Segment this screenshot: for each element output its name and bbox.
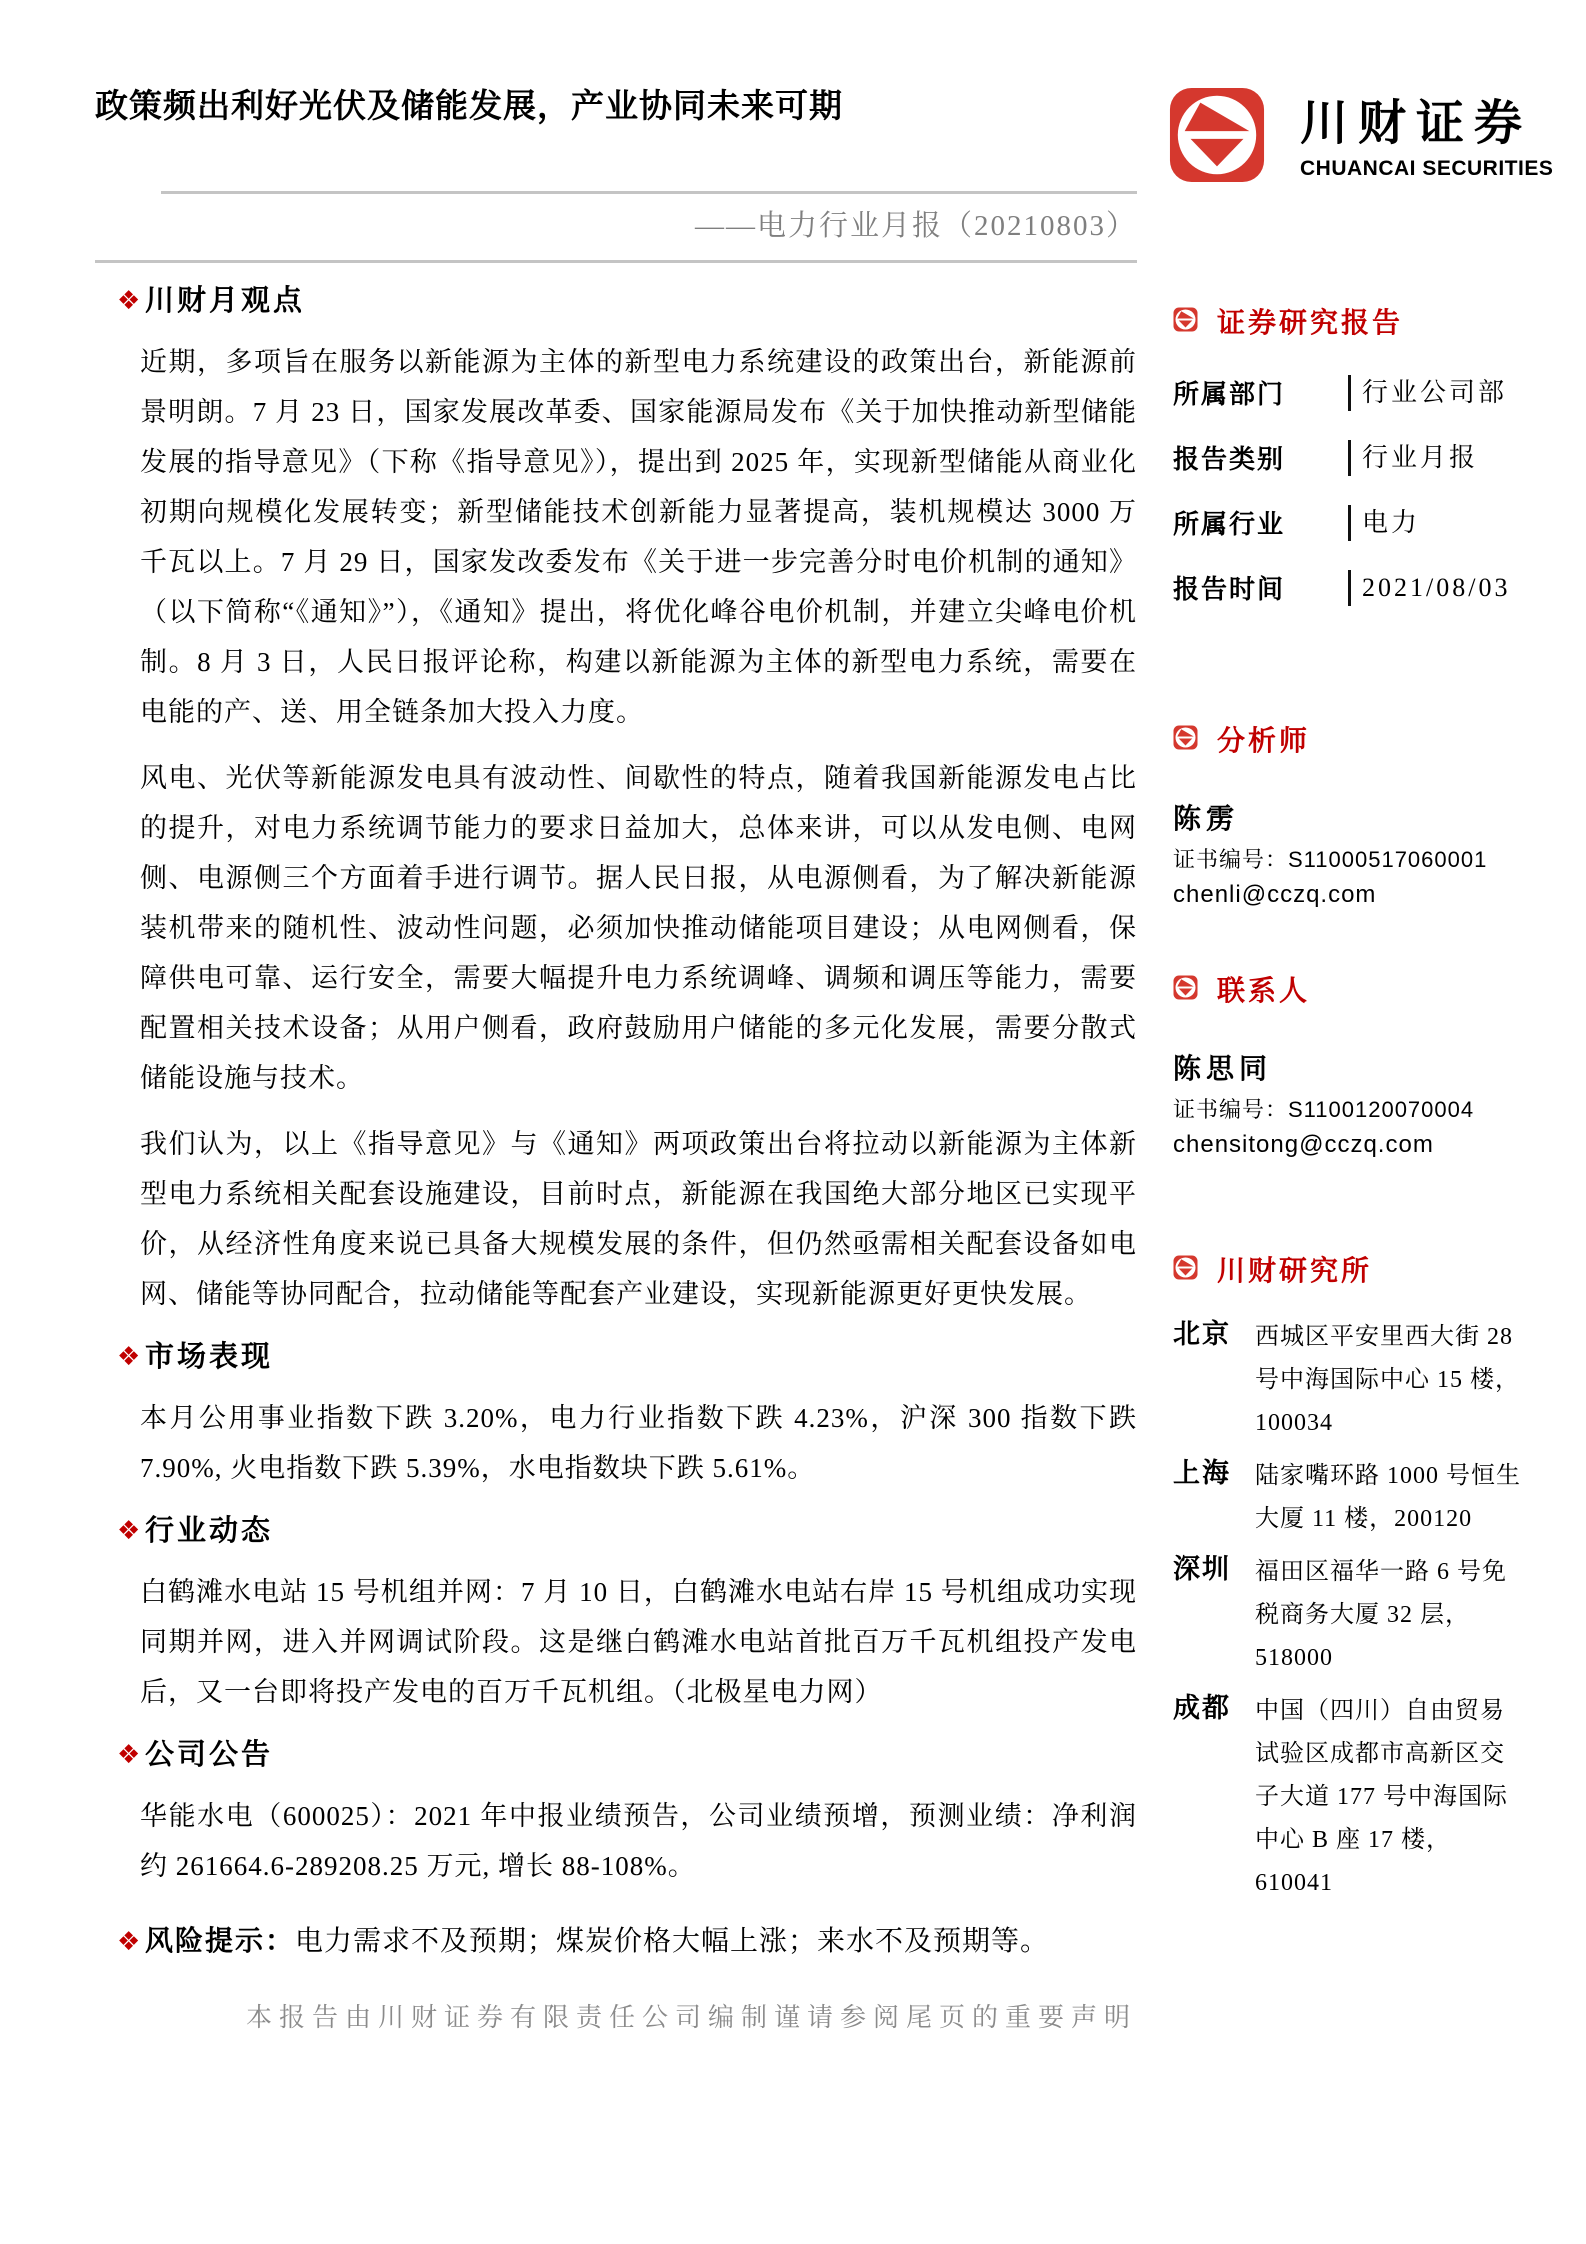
meta-label: 报告时间: [1173, 575, 1286, 604]
section-market-performance: [95, 1337, 1137, 1493]
chuancai-logo-icon: [1168, 86, 1266, 184]
section-body: [140, 1791, 1137, 1891]
office-list: [1173, 1316, 1523, 1905]
contact-name: 陈思同: [1173, 1054, 1273, 1085]
meta-label: 所属部门: [1173, 380, 1286, 409]
report-title: 政策频出利好光伏及储能发展，产业协同未来可期: [95, 89, 843, 125]
meta-row-report-type: [1173, 439, 1523, 476]
analyst-heading-label: 分析师: [1217, 726, 1311, 757]
analyst-block: [1173, 724, 1523, 912]
meta-value: 行业月报: [1348, 440, 1478, 476]
diamond-bullet-icon: ❖: [117, 1342, 144, 1372]
report-meta: [1173, 374, 1523, 606]
contact-cert-number: 证书编号：S1100120070004: [1173, 1097, 1475, 1122]
brand-text: [1300, 86, 1553, 181]
risk-warning-text: 电力需求不及预期；煤炭价格大幅上涨；来水不及预期等。: [295, 1926, 1050, 1957]
risk-warning: [95, 1921, 1137, 1963]
brand-name-en: CHUANCAI SECURITIES: [1300, 157, 1554, 180]
meta-row-industry: [1173, 504, 1523, 541]
office-row-chengdu: [1173, 1690, 1523, 1905]
meta-value: 行业公司部: [1348, 375, 1507, 411]
diamond-bullet-icon: ❖: [117, 286, 144, 316]
meta-value: 电力: [1348, 505, 1420, 541]
office-city: 成都: [1173, 1693, 1231, 1723]
mini-logo-icon: [1173, 306, 1217, 342]
sidebar: [1173, 306, 1523, 1915]
mini-logo-icon: [1173, 974, 1217, 1010]
office-city: 深圳: [1173, 1554, 1231, 1584]
analyst-cert-number: 证书编号：S11000517060001: [1173, 847, 1488, 872]
office-address: 陆家嘴环路 1000 号恒生大厦 11 楼，200120: [1255, 1463, 1521, 1532]
contact-heading: [1173, 974, 1523, 1010]
report-type-badge: [1173, 306, 1523, 342]
paragraph: 华能水电（600025）：2021 年中报业绩预告，公司业绩预增，预测业绩：净利润约 261664.6-289208.25 万元, 增长 88-108%。: [140, 1801, 1137, 1881]
report-type-label: 证券研究报告: [1217, 308, 1404, 339]
diamond-bullet-icon: ❖: [117, 1927, 141, 1957]
report-subtitle: ——电力行业月报（20210803）: [694, 210, 1137, 242]
brand-block: [1168, 86, 1553, 184]
diamond-bullet-icon: ❖: [117, 1516, 144, 1546]
section-heading: [95, 281, 1137, 321]
meta-label: 报告类别: [1173, 445, 1286, 474]
section-monthly-view: [95, 281, 1137, 1319]
contact-block: [1173, 974, 1523, 1162]
section-heading-label: 公司公告: [145, 1739, 274, 1771]
meta-label: 所属行业: [1173, 510, 1286, 539]
paragraph: 白鹤滩水电站 15 号机组并网：7 月 10 日，白鹤滩水电站右岸 15 号机组成功实现同期并网，进入并网调试阶段。这是继白鹤滩水电站首批百万千瓦机组投产发电后，又一台即将投产发电的百万千瓦机组。（北极星电力网）: [140, 1577, 1137, 1707]
institute-heading: [1173, 1254, 1523, 1290]
meta-value: 2021/08/03: [1348, 570, 1510, 606]
contact-email: chensitong@cczq.com: [1173, 1131, 1434, 1158]
paragraph: 我们认为，以上《指导意见》与《通知》两项政策出台将拉动以新能源为主体新型电力系统相关配套设施建设，目前时点，新能源在我国绝大部分地区已实现平价，从经济性角度来说已具备大规模发展的条件，但仍然亟需相关配套设备如电网、储能等协同配合，拉动储能等配套产业建设，实现新能源更好更快发展。: [140, 1129, 1137, 1309]
contact-heading-label: 联系人: [1217, 976, 1311, 1007]
institute-heading-label: 川财研究所: [1217, 1256, 1373, 1287]
mini-logo-icon: [1173, 724, 1217, 760]
section-heading: [95, 1735, 1137, 1775]
section-heading-label: 川财月观点: [145, 285, 306, 317]
section-heading: [95, 1337, 1137, 1377]
section-company-announcements: [95, 1735, 1137, 1891]
analyst-name: 陈雳: [1173, 804, 1240, 835]
page-footer-disclaimer: 本报告由川财证券有限责任公司编制谨请参阅尾页的重要声明: [245, 2003, 1137, 2032]
section-heading-label: 行业动态: [145, 1515, 274, 1547]
divider-under-subtitle: [95, 260, 1137, 263]
office-address: 福田区福华一路 6 号免税商务大厦 32 层，518000: [1255, 1559, 1507, 1671]
office-row-shanghai: [1173, 1455, 1523, 1541]
analyst-heading: [1173, 724, 1523, 760]
divider-top: [161, 191, 1137, 194]
section-heading-label: 市场表现: [145, 1341, 274, 1373]
main-column: [95, 85, 1137, 2034]
section-body: [140, 1567, 1137, 1717]
risk-warning-label: 风险提示：: [145, 1926, 296, 1957]
section-body: [140, 337, 1137, 1319]
office-row-beijing: [1173, 1316, 1523, 1445]
paragraph: 风电、光伏等新能源发电具有波动性、间歇性的特点，随着我国新能源发电占比的提升，对电力系统调节能力的要求日益加大，总体来讲，可以从发电侧、电网侧、电源侧三个方面着手进行调节。据人民日报，从电源侧看，为了解决新能源装机带来的随机性、波动性问题，必须加快推动储能项目建设；从电网侧看，保障供电可靠、运行安全，需要大幅提升电力系统调峰、调频和调压等能力，需要配置相关技术设备；从用户侧看，政府鼓励用户储能的多元化发展，需要分散式储能设施与技术。: [140, 763, 1137, 1093]
diamond-bullet-icon: ❖: [117, 1740, 144, 1770]
office-city: 北京: [1173, 1319, 1231, 1349]
paragraph: 本月公用事业指数下跌 3.20%，电力行业指数下跌 4.23%，沪深 300 指数下跌 7.90%, 火电指数下跌 5.39%，水电指数块下跌 5.61%。: [140, 1403, 1137, 1483]
section-body: [140, 1393, 1137, 1493]
research-institute-block: [1173, 1254, 1523, 1905]
section-industry-news: [95, 1511, 1137, 1717]
paragraph: 近期，多项旨在服务以新能源为主体的新型电力系统建设的政策出台，新能源前景明朗。7 月 23 日，国家发展改革委、国家能源局发布《关于加快推动新型储能发展的指导意见》（下称《指导意见》），提出到 2025 年，实现新型储能从商业化初期向规模化发展转变；新型储能技术创新能力显著提高，装机规模达 3000 万千瓦以上。7 月 29 日，国家发改委发布《关于进一步完善分时电价机制的通知》（以下简称“《通知》”），《通知》提出，将优化峰谷电价机制，并建立尖峰电价机制。8 月 3 日，人民日报评论称，构建以新能源为主体的新型电力系统，需要在电能的产、送、用全链条加大投入力度。: [140, 347, 1137, 727]
meta-row-department: [1173, 374, 1523, 411]
section-heading: [95, 1511, 1137, 1551]
office-address: 中国（四川）自由贸易试验区成都市高新区交子大道 177 号中海国际中心 B 座 17 楼，610041: [1255, 1698, 1508, 1896]
brand-name-cn: 川财证券: [1300, 97, 1533, 150]
office-row-shenzhen: [1173, 1551, 1523, 1680]
office-city: 上海: [1173, 1458, 1231, 1488]
meta-row-date: [1173, 569, 1523, 606]
analyst-email: chenli@cczq.com: [1173, 881, 1377, 908]
office-address: 西城区平安里西大街 28 号中海国际中心 15 楼，100034: [1255, 1324, 1520, 1436]
mini-logo-icon: [1173, 1254, 1217, 1290]
